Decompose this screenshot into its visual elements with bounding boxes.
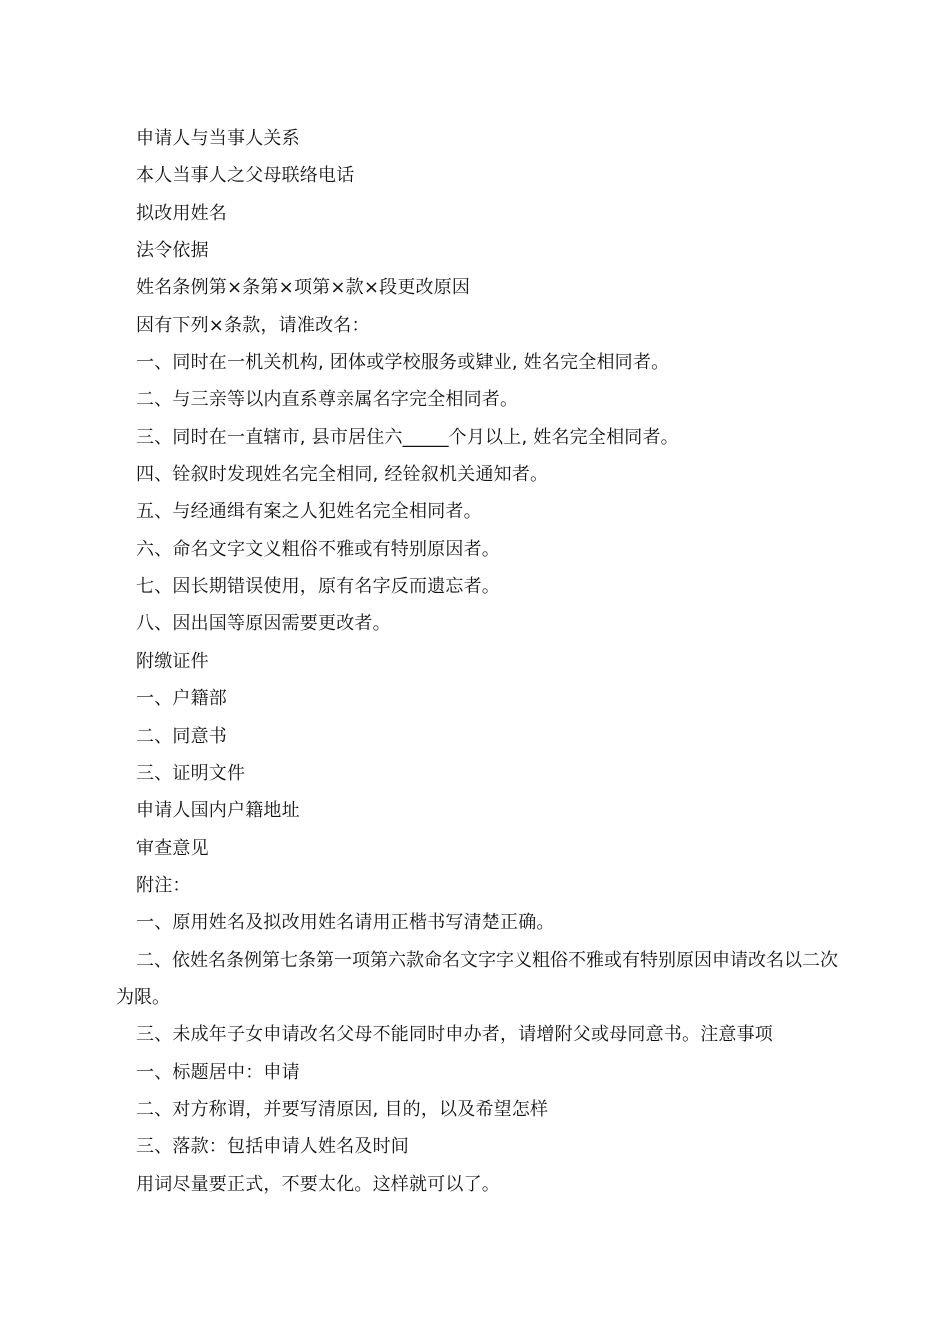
list-item: 二、对方称谓，并要写清原因, 目的，以及希望怎样 xyxy=(136,1098,549,1120)
document-body xyxy=(116,120,846,1203)
text-line: 审查意见 xyxy=(136,837,209,859)
text-line: 申请人与当事人关系 xyxy=(136,128,300,149)
text-line: 法令依据 xyxy=(136,240,209,262)
section-heading: 附注： xyxy=(136,874,191,896)
list-item: 二、与三亲等以内直系尊亲属名字完全相同者。 xyxy=(136,389,519,411)
list-item-wrapped: 二、依姓名条例第七条第一项第六款命名文字字义粗俗不雅或有特别原因申请改名以二次为限。 xyxy=(116,949,838,1008)
list-item: 一、户籍部 xyxy=(136,688,227,710)
list-item: 八、因出国等原因需要更改者。 xyxy=(136,613,391,635)
list-item: 四、铨叙时发现姓名完全相同, 经铨叙机关通知者。 xyxy=(136,464,549,486)
text-line: 用词尽量要正式，不要太化。这样就可以了。 xyxy=(136,1173,500,1195)
list-item: 五、与经通缉有案之人犯姓名完全相同者。 xyxy=(136,501,482,523)
list-item: 二、同意书 xyxy=(136,725,227,747)
list-item: 七、因长期错误使用，原有名字反而遗忘者。 xyxy=(136,576,500,598)
list-item: 一、同时在一机关机构, 团体或学校服务或肄业, 姓名完全相同者。 xyxy=(136,352,670,374)
list-item: 三、落款：包括申请人姓名及时间 xyxy=(136,1136,409,1158)
text-line: 本人当事人之父母联络电话 xyxy=(136,165,355,187)
text-line: 申请人国内户籍地址 xyxy=(136,800,300,822)
list-item: 三、证明文件 xyxy=(136,762,246,784)
text-line: 因有下列×条款，请准改名： xyxy=(136,314,370,336)
list-item: 一、标题居中：申请 xyxy=(136,1061,300,1083)
list-item: 一、原用姓名及拟改用姓名请用正楷书写清楚正确。 xyxy=(136,912,555,934)
text-line: 姓名条例第×条第×项第×款×段更改原因 xyxy=(136,277,471,299)
list-item: 六、命名文字文义粗俗不雅或有特别原因者。 xyxy=(136,538,500,560)
list-item: 三、同时在一直辖市, 县市居住六_____个月以上, 姓名完全相同者。 xyxy=(136,426,679,448)
text-line: 拟改用姓名 xyxy=(136,202,227,224)
section-heading: 附缴证件 xyxy=(136,650,209,672)
list-item: 三、未成年子女申请改名父母不能同时申办者，请增附父或母同意书。注意事项 xyxy=(136,1024,773,1046)
